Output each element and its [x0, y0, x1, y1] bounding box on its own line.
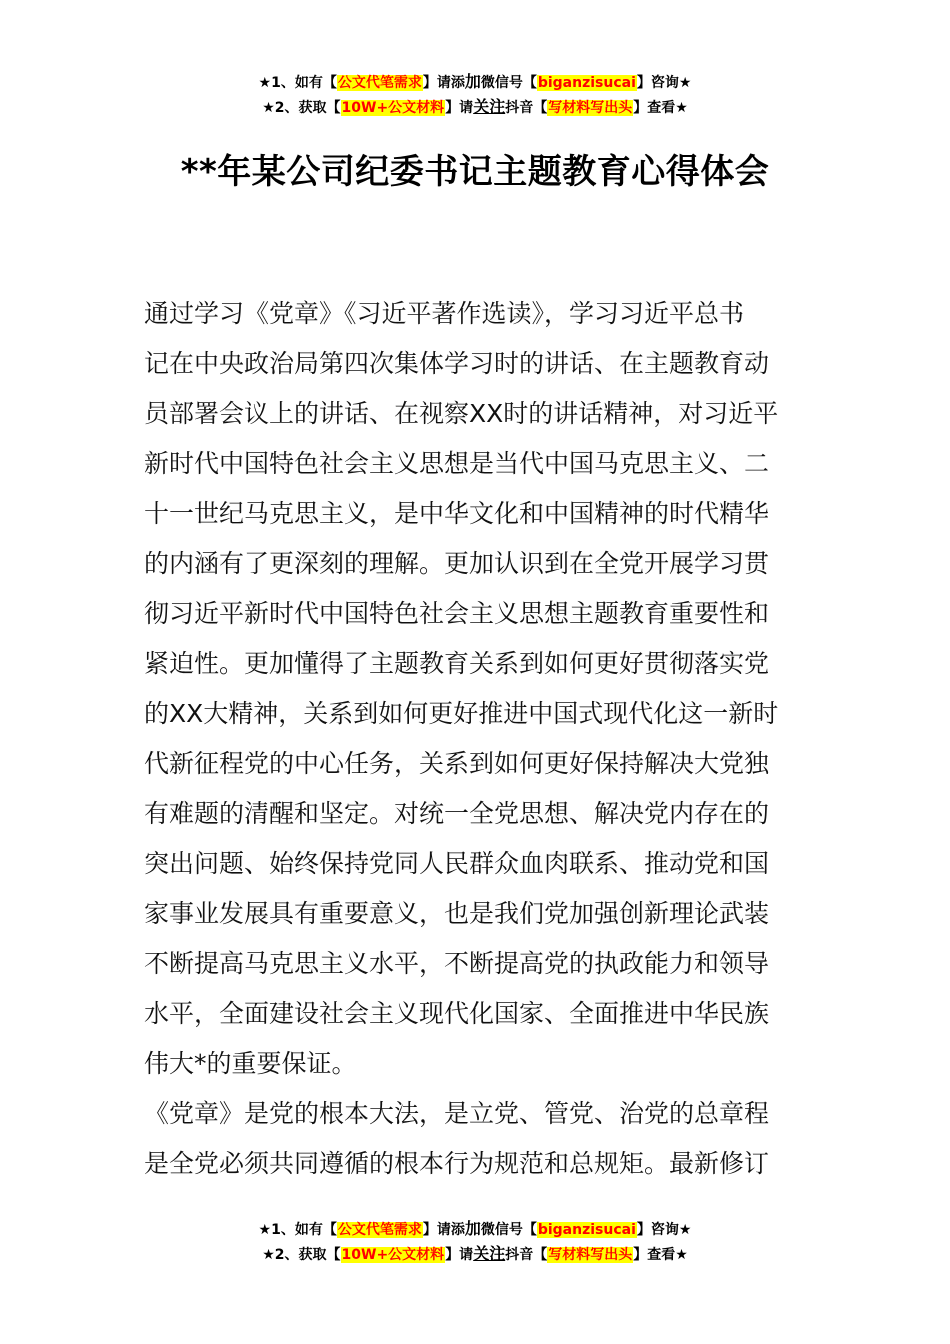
banner-emphasis: 关注	[473, 97, 506, 116]
highlight-service: 公文代笔需求	[337, 75, 422, 91]
document-title: **年某公司纪委书记主题教育心得体会	[180, 152, 770, 192]
banner-text: 】查看★	[633, 1247, 688, 1263]
banner-text: 抖音【	[505, 1247, 548, 1263]
banner-emphasis: 加	[464, 1219, 481, 1238]
banner-text: ★1、如有【	[258, 1222, 337, 1238]
body-line: 代新征程党的中心任务，关系到如何更好保持解决大党独	[144, 749, 770, 778]
body-line: 突出问题、始终保持党同人民群众血肉联系、推动党和国	[144, 849, 770, 878]
banner-text: 微信号【	[480, 75, 537, 91]
header-banner	[0, 70, 950, 120]
banner-line-1	[0, 70, 950, 95]
body-line: 通过学习《党章》《习近平著作选读》，学习习近平总书	[144, 299, 745, 328]
body-line: 记在中央政治局第四次集体学习时的讲话、在主题教育动	[144, 349, 770, 378]
banner-line-2	[0, 95, 950, 120]
body-line: 有难题的清醒和坚定。对统一全党思想、解决党内存在的	[144, 799, 770, 828]
body-line: 伟大*的重要保证。	[144, 1049, 357, 1078]
body-line: 水平，全面建设社会主义现代化国家、全面推进中华民族	[144, 999, 770, 1028]
highlight-douyin-id: 写材料写出头	[548, 100, 633, 116]
banner-text: 】咨询★	[636, 1222, 692, 1238]
highlight-wechat-id: biganzisucai	[537, 75, 636, 91]
body-line: 是全党必须共同遵循的根本行为规范和总规矩。最新修订	[144, 1149, 770, 1178]
banner-text: ★2、获取【	[262, 1247, 341, 1263]
body-line: 的内涵有了更深刻的理解。更加认识到在全党开展学习贯	[144, 549, 770, 578]
highlight-douyin-id: 写材料写出头	[548, 1247, 633, 1263]
highlight-service: 公文代笔需求	[337, 1222, 422, 1238]
banner-text: ★1、如有【	[258, 75, 337, 91]
body-line: 家事业发展具有重要意义，也是我们党加强创新理论武装	[144, 899, 770, 928]
footer-banner	[0, 1217, 950, 1267]
body-line: 《党章》是党的根本大法，是立党、管党、治党的总章程	[144, 1099, 770, 1128]
document-body	[144, 289, 809, 1189]
banner-emphasis: 加	[464, 72, 481, 91]
banner-text: 】请	[445, 100, 474, 116]
body-line: 员部署会议上的讲话、在视察XX时的讲话精神，对习近平	[144, 399, 779, 428]
body-line: 不断提高马克思主义水平，不断提高党的执政能力和领导	[144, 949, 770, 978]
body-line: 十一世纪马克思主义，是中华文化和中国精神的时代精华	[144, 499, 770, 528]
banner-text: 】查看★	[633, 100, 688, 116]
body-line: 新时代中国特色社会主义思想是当代中国马克思主义、二	[144, 449, 770, 478]
banner-text: 】咨询★	[636, 75, 692, 91]
banner-line-1	[0, 1217, 950, 1242]
highlight-materials: 10W+公文材料	[341, 100, 445, 116]
banner-line-2	[0, 1242, 950, 1267]
body-line: 彻习近平新时代中国特色社会主义思想主题教育重要性和	[144, 599, 770, 628]
banner-text: 】请	[445, 1247, 474, 1263]
highlight-wechat-id: biganzisucai	[537, 1222, 636, 1238]
banner-text: 抖音【	[505, 100, 548, 116]
body-line: 的XX大精神，关系到如何更好推进中国式现代化这一新时	[144, 699, 779, 728]
body-line: 紧迫性。更加懂得了主题教育关系到如何更好贯彻落实党	[144, 649, 770, 678]
highlight-materials: 10W+公文材料	[341, 1247, 445, 1263]
banner-text: 】请添	[422, 75, 465, 91]
banner-emphasis: 关注	[473, 1244, 506, 1263]
banner-text: 微信号【	[480, 1222, 537, 1238]
banner-text: 】请添	[422, 1222, 465, 1238]
banner-text: ★2、获取【	[262, 100, 341, 116]
